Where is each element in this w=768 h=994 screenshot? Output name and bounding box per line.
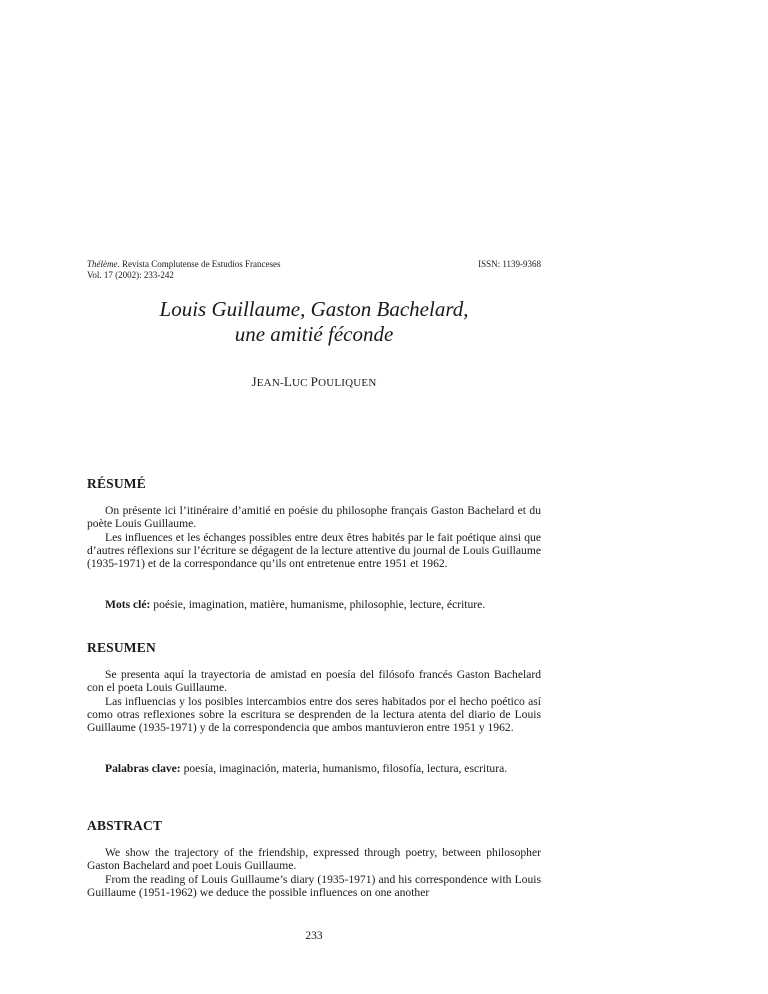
resumen-body (87, 668, 541, 734)
abstract-body (87, 846, 541, 899)
journal-citation (87, 259, 280, 281)
journal-volume: Vol. 17 (2002): 233-242 (87, 270, 174, 280)
title-line-1: Louis Guillaume, Gaston Bachelard, (159, 297, 469, 321)
title-line-2: une amitié féconde (234, 322, 394, 346)
resume-paragraph: Les influences et les échanges possibles entre deux êtres habités par le fait poétique ainsi que d’autres réflexions sur l’écriture se dégagent de la lecture attentive du journal de Louis Guillaume (1935-1971) et de la correspondance qu’ils ont entretenue entre 1951 et 1962. (87, 530, 541, 571)
keywords-label: Mots clé: (105, 598, 151, 611)
resume-paragraph: On présente ici l’itinéraire d’amitié en poésie du philosophe français Gaston Bachelard et du poète Louis Guillaume. (87, 504, 541, 531)
author-initial: L (283, 374, 292, 389)
author-initial: P (310, 374, 319, 389)
author-smallcaps: OULIQUEN (318, 377, 377, 389)
keywords-list: poesía, imaginación, materia, humanismo, filosofía, lectura, escritura. (180, 762, 508, 775)
resumen-heading: RESUMEN (87, 640, 156, 655)
resumen-paragraph: Se presenta aquí la trayectoria de amistad en poesía del filósofo francés Gaston Bachelard con el poeta Louis Guillaume. (87, 668, 541, 695)
article-title (87, 297, 541, 347)
author-initial: J (251, 374, 257, 389)
abstract-paragraph: We show the trajectory of the friendship, expressed through poetry, between philosopher Gaston Bachelard and poet Louis Guillaume. (87, 846, 541, 873)
page-number: 233 (305, 930, 323, 942)
issn: ISSN: 1139-9368 (478, 259, 541, 269)
journal-subtitle: . Revista Complutense de Estudios Franceses (117, 259, 281, 269)
journal-name: Thélème (87, 259, 118, 269)
abstract-heading: ABSTRACT (87, 818, 163, 833)
resume-body (87, 504, 541, 570)
keywords-list: poésie, imagination, matière, humanisme, philosophie, lecture, écriture. (150, 598, 486, 611)
abstract-paragraph: From the reading of Louis Guillaume’s diary (1935-1971) and his correspondence with Louis Guillaume (1951-1962) we deduce the possible influences on one another (87, 872, 541, 899)
author-smallcaps: EAN (256, 377, 280, 389)
author-smallcaps: UC (292, 377, 308, 389)
resume-heading: RÉSUMÉ (87, 476, 146, 491)
resumen-paragraph: Las influencias y los posibles intercambios entre dos seres habitados por el hecho poético así como otras reflexiones sobre la escritura se desprenden de la lectura atenta del diario de Louis Guillaume (1935-1971) y de la correspondencia que ambos mantuvieron entre 1951 y 1962. (87, 694, 541, 735)
resumen-keywords (87, 762, 541, 775)
resume-keywords (87, 598, 541, 611)
author-name (87, 374, 541, 390)
keywords-label: Palabras clave: (105, 762, 181, 775)
author-separator: - (279, 377, 284, 389)
